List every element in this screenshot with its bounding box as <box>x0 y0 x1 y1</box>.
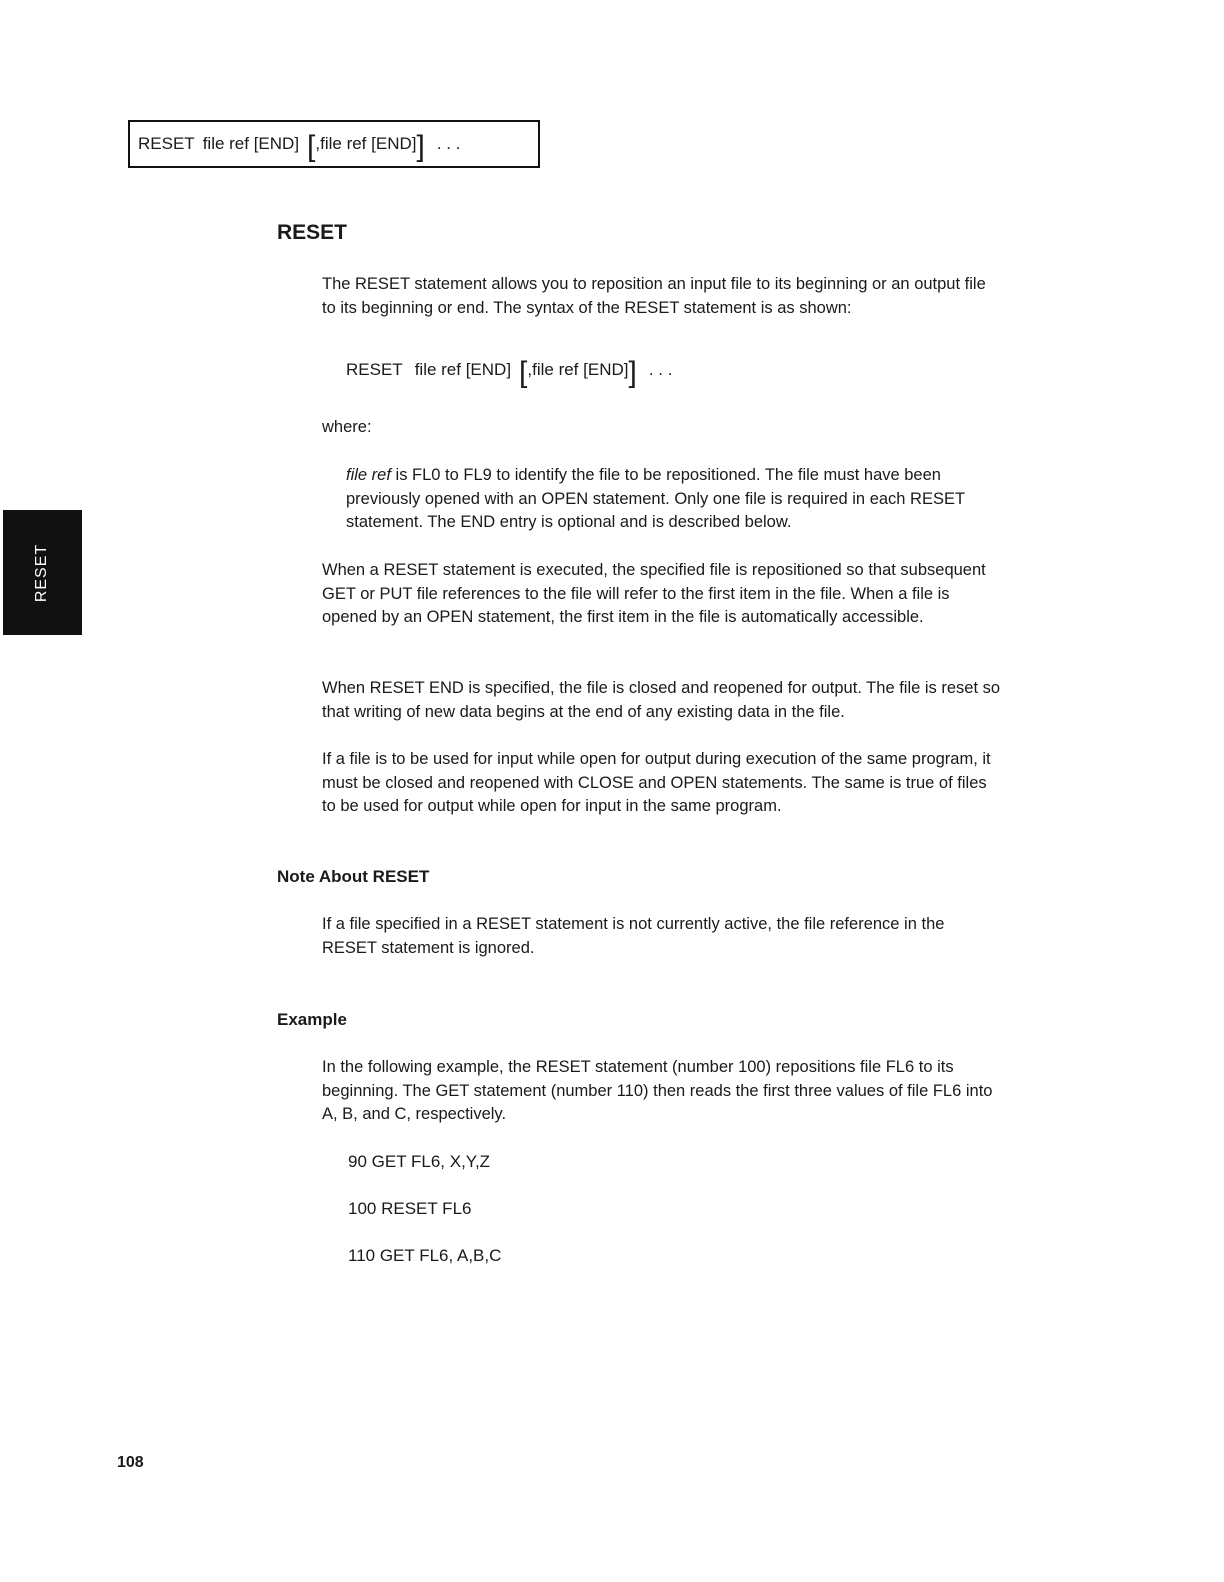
optional-bracket-close: ] <box>416 130 425 163</box>
syntax-repeat-file-ref: ,file ref [END] <box>527 360 629 379</box>
side-tab-label: RESET <box>33 543 51 602</box>
input-output-paragraph: If a file is to be used for input while open for output during execution of the same program, it must be closed and reopened with CLOSE and OPEN statements. The same is true of files to be used for output while open for input in the same program. <box>322 750 991 816</box>
optional-bracket-close: ] <box>628 356 637 389</box>
intro-text: The RESET statement allows you to reposition an input file to its beginning or an output file to its beginning or end. The syntax of the RESET statement is as shown: <box>322 275 986 317</box>
example-heading: Example <box>277 1010 347 1029</box>
note-paragraph: If a file specified in a RESET statement is not currently active, the file reference in the RESET statement is ignored. <box>322 915 945 957</box>
syntax-keyword: RESET <box>138 134 195 153</box>
syntax-repeat-file-ref: ,file ref [END] <box>315 134 417 153</box>
optional-bracket-open: [ <box>519 356 528 389</box>
syntax-keyword: RESET <box>346 360 403 379</box>
syntax-inline <box>346 355 673 389</box>
code-line: 90 GET FL6, X,Y,Z <box>348 1152 491 1171</box>
side-tab <box>3 510 82 635</box>
code-line: 100 RESET FL6 <box>348 1199 472 1218</box>
example-paragraph: In the following example, the RESET statement (number 100) repositions file FL6 to its beginning. The GET statement (number 110) then reads the first three values of file FL6 into A, B, and C, respectively. <box>322 1058 993 1124</box>
syntax-file-ref: file ref [END] <box>414 360 512 379</box>
page-number: 108 <box>117 1454 144 1471</box>
syntax-ellipsis: . . . <box>648 360 673 379</box>
file-ref-description: is FL0 to FL9 to identify the file to be repositioned. The file must have been previously opened with an OPEN statement. Only one file is required in each RESET statement. The END entry is optional and is described below. <box>346 466 965 532</box>
syntax-box <box>128 120 540 168</box>
reset-end-paragraph: When RESET END is specified, the file is closed and reopened for output. The file is reset so that writing of new data begins at the end of any existing data in the file. <box>322 679 1001 721</box>
where-label: where: <box>322 418 372 436</box>
file-ref-term: file ref <box>346 466 391 484</box>
syntax-ellipsis: . . . <box>436 134 461 153</box>
syntax-file-ref: file ref [END] <box>202 134 300 153</box>
optional-bracket-open: [ <box>307 130 316 163</box>
executed-paragraph: When a RESET statement is executed, the specified file is repositioned so that subsequent GET or PUT file references to the file will refer to the first item in the file. When a file is opened by an OPEN statement, the first item in the file is automatically accessible. <box>322 561 986 627</box>
section-heading: RESET <box>277 221 348 244</box>
code-line: 110 GET FL6, A,B,C <box>348 1246 502 1265</box>
intro-paragraph <box>322 273 1002 320</box>
note-heading: Note About RESET <box>277 867 430 886</box>
file-ref-definition <box>346 464 986 535</box>
